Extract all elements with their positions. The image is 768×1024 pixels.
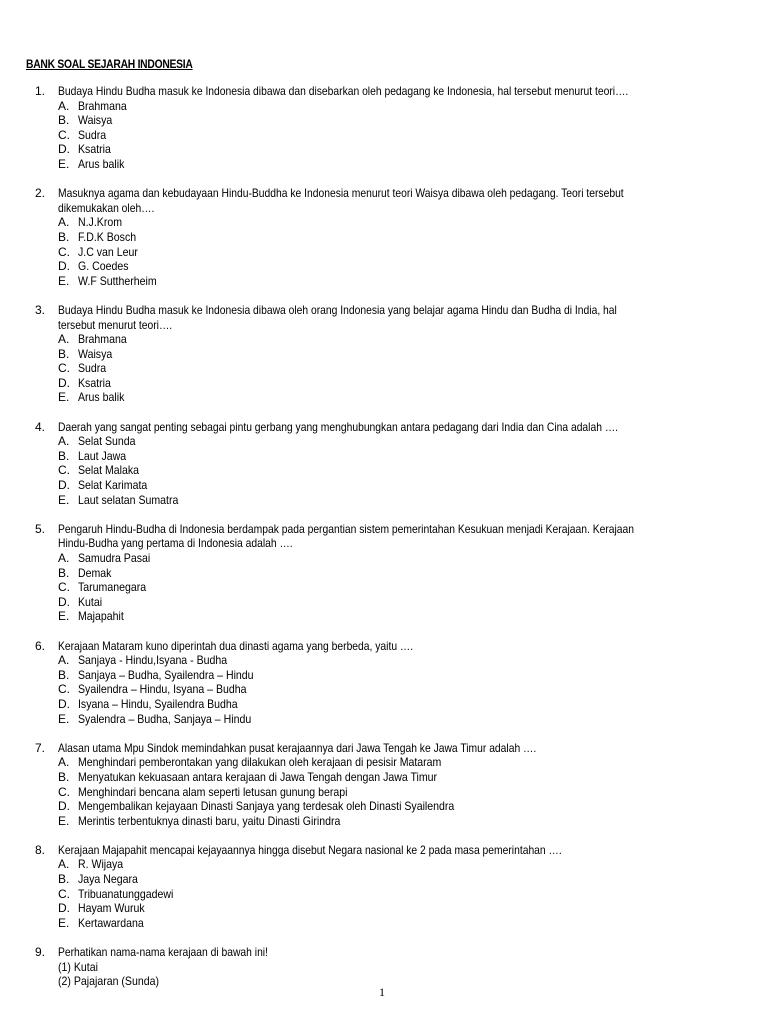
option-text: N.J.Krom <box>78 215 123 230</box>
question-text <box>58 843 712 858</box>
option-letter: A. <box>58 551 70 565</box>
question-stem <box>0 420 768 435</box>
option-letter: A. <box>58 653 70 668</box>
option-letter: B. <box>58 565 70 580</box>
option-text: Syailendra – Hindu, Isyana – Budha <box>78 682 247 697</box>
option-letter: C. <box>58 463 70 478</box>
answer-option <box>0 215 768 230</box>
option-text: W.F Suttherheim <box>78 273 157 288</box>
question-number: 6. <box>35 638 46 653</box>
option-letter: B. <box>58 769 70 784</box>
option-letter: D. <box>58 594 70 609</box>
option-text: Laut selatan Sumatra <box>78 492 179 507</box>
question-number: 3. <box>35 302 46 317</box>
option-text: Menyatukan kekuasaan antara kerajaan di Jawa Tengah dengan Jawa Timur <box>78 769 438 784</box>
option-letter: B. <box>58 229 70 244</box>
option-text: G. Coedes <box>78 259 129 274</box>
option-text: Merintis terbentuknya dinasti baru, yaitu Dinasti Girindra <box>78 813 341 828</box>
question-text-line: Hindu-Budha yang pertama di Indonesia adalah …. <box>58 536 293 551</box>
option-text: Hayam Wuruk <box>78 901 145 916</box>
answer-option <box>0 682 768 697</box>
answer-option <box>0 434 768 449</box>
answer-option <box>0 901 768 916</box>
option-letter: A. <box>58 755 70 770</box>
question-text-line: Pengaruh Hindu-Budha di Indonesia berdampak pada pergantian sistem pemerintahan Kesukuan menjadi Kerajaan. Kerajaan <box>58 521 635 536</box>
answer-option <box>0 609 768 624</box>
option-text: Arus balik <box>78 156 125 171</box>
answer-option <box>0 99 768 114</box>
option-letter: C. <box>58 580 70 595</box>
question-text-line: Budaya Hindu Budha masuk ke Indonesia dibawa oleh orang Indonesia yang belajar agama Hindu dan Budha di India, hal <box>58 302 617 317</box>
question-text-line: Kerajaan Majapahit mencapai kejayaannya hingga disebut Negara nasional ke 2 pada masa pemerintahan …. <box>58 842 562 857</box>
question-text <box>58 84 712 99</box>
question-3 <box>0 303 768 405</box>
option-text: F.D.K Bosch <box>78 229 137 244</box>
option-letter: C. <box>58 886 70 901</box>
option-text: Sudra <box>78 361 107 376</box>
option-text: Tarumanegara <box>78 580 147 595</box>
answer-option <box>0 799 768 814</box>
answer-option <box>0 872 768 887</box>
question-text-line: Alasan utama Mpu Sindok memindahkan pusat kerajaannya dari Jawa Tengah ke Jawa Timur adalah …. <box>58 740 537 755</box>
question-number: 2. <box>35 186 46 201</box>
option-text: Selat Karimata <box>78 478 148 493</box>
option-letter: C. <box>58 361 70 376</box>
answer-option <box>0 347 768 362</box>
option-letter: A. <box>58 215 70 230</box>
question-text <box>58 522 712 551</box>
question-text <box>58 945 712 960</box>
answer-option <box>0 668 768 683</box>
option-letter: A. <box>58 857 70 872</box>
question-number: 1. <box>35 84 46 98</box>
option-text: Menghindari pemberontakan yang dilakukan oleh kerajaan di pesisir Mataram <box>78 755 442 770</box>
option-letter: C. <box>58 244 70 259</box>
answer-option <box>0 390 768 405</box>
question-stem <box>0 522 768 551</box>
question-4 <box>0 420 768 508</box>
question-number: 5. <box>35 521 46 536</box>
question-text-line: Daerah yang sangat penting sebagai pintu gerbang yang menghubungkan antara pedagang dari India dan Cina adalah …. <box>58 419 619 434</box>
question-number: 9. <box>35 945 46 960</box>
question-text <box>58 639 712 654</box>
question-5 <box>0 522 768 624</box>
answer-option <box>0 128 768 143</box>
question-number: 7. <box>35 740 46 755</box>
answer-option <box>0 493 768 508</box>
option-text: J.C van Leur <box>78 244 138 259</box>
option-text: Majapahit <box>78 609 124 624</box>
option-letter: A. <box>58 434 70 449</box>
option-letter: B. <box>58 113 70 128</box>
question-sub-item <box>0 960 768 975</box>
question-text-line: Kerajaan Mataram kuno diperintah dua dinasti agama yang berbeda, yaitu …. <box>58 638 414 653</box>
answer-option <box>0 361 768 376</box>
option-text: Sudra <box>78 127 107 142</box>
answer-option <box>0 887 768 902</box>
option-text: Kutai <box>78 594 103 609</box>
answer-option <box>0 332 768 347</box>
question-text-line: tersebut menurut teori…. <box>58 317 173 332</box>
question-stem <box>0 741 768 756</box>
option-text: Jaya Negara <box>78 872 138 887</box>
option-letter: D. <box>58 478 70 493</box>
answer-option <box>0 580 768 595</box>
answer-option <box>0 259 768 274</box>
answer-option <box>0 857 768 872</box>
option-letter: E. <box>58 813 70 828</box>
option-letter: D. <box>58 142 70 157</box>
option-letter: D. <box>58 259 70 274</box>
option-text: Waisya <box>78 113 113 128</box>
question-1 <box>0 84 768 172</box>
document-title: BANK SOAL SEJARAH INDONESIA <box>26 57 193 71</box>
option-text: Kertawardana <box>78 915 144 930</box>
answer-option <box>0 595 768 610</box>
option-text: R. Wijaya <box>78 857 124 872</box>
option-text: Laut Jawa <box>78 448 127 463</box>
question-stem <box>0 186 768 215</box>
question-stem <box>0 84 768 99</box>
option-letter: E. <box>58 711 70 726</box>
answer-option <box>0 814 768 829</box>
question-text-line: dikemukakan oleh…. <box>58 200 155 215</box>
answer-option <box>0 785 768 800</box>
option-letter: B. <box>58 667 70 682</box>
option-letter: B. <box>58 346 70 361</box>
answer-option <box>0 230 768 245</box>
option-letter: A. <box>58 332 70 347</box>
question-8 <box>0 843 768 931</box>
answer-option <box>0 551 768 566</box>
option-letter: C. <box>58 784 70 799</box>
question-stem <box>0 639 768 654</box>
question-text <box>58 741 712 756</box>
question-number: 8. <box>35 842 46 857</box>
option-text: Mengembalikan kejayaan Dinasti Sanjaya yang terdesak oleh Dinasti Syailendra <box>78 799 455 814</box>
answer-option <box>0 697 768 712</box>
question-7 <box>0 741 768 829</box>
option-letter: D. <box>58 375 70 390</box>
option-text: Selat Sunda <box>78 434 136 449</box>
answer-option <box>0 113 768 128</box>
option-letter: E. <box>58 390 70 405</box>
option-text: Arus balik <box>78 390 125 405</box>
sub-item-text: (2) Pajajaran (Sunda) <box>58 974 159 989</box>
option-letter: D. <box>58 696 70 711</box>
question-text <box>58 186 712 215</box>
option-text: Samudra Pasai <box>78 551 151 565</box>
answer-option <box>0 566 768 581</box>
answer-option <box>0 478 768 493</box>
answer-option <box>0 274 768 289</box>
option-letter: C. <box>58 127 70 142</box>
option-text: Isyana – Hindu, Syailendra Budha <box>78 696 238 711</box>
option-text: Brahmana <box>78 332 127 347</box>
page-number: 1 <box>379 985 385 999</box>
answer-option <box>0 463 768 478</box>
question-stem <box>0 303 768 332</box>
option-letter: E. <box>58 492 70 507</box>
question-text-line: Masuknya agama dan kebudayaan Hindu-Buddha ke Indonesia menurut teori Waisya dibawa oleh pedagang. Teori tersebut <box>58 186 624 201</box>
question-number: 4. <box>35 419 46 434</box>
question-list <box>0 84 768 1003</box>
option-text: Syalendra – Budha, Sanjaya – Hindu <box>78 711 252 726</box>
option-text: Ksatria <box>78 142 111 157</box>
option-text: Selat Malaka <box>78 463 140 478</box>
answer-option <box>0 770 768 785</box>
question-9 <box>0 945 768 989</box>
option-letter: E. <box>58 609 70 624</box>
answer-option <box>0 245 768 260</box>
answer-option <box>0 376 768 391</box>
option-letter: E. <box>58 156 70 171</box>
option-letter: E. <box>58 273 70 288</box>
answer-option <box>0 712 768 727</box>
answer-option <box>0 916 768 931</box>
option-letter: C. <box>58 682 70 697</box>
option-text: Menghindari bencana alam seperti letusan gunung berapi <box>78 784 348 799</box>
option-text: Brahmana <box>78 98 127 113</box>
answer-option <box>0 157 768 172</box>
question-text <box>58 303 712 332</box>
answer-option <box>0 653 768 668</box>
option-text: Sanjaya - Hindu,Isyana - Budha <box>78 653 228 668</box>
option-text: Ksatria <box>78 375 111 390</box>
option-letter: B. <box>58 872 70 887</box>
answer-option <box>0 449 768 464</box>
option-text: Demak <box>78 565 112 580</box>
question-6 <box>0 639 768 727</box>
option-text: Sanjaya – Budha, Syailendra – Hindu <box>78 667 254 682</box>
question-stem <box>0 945 768 960</box>
question-text <box>58 420 712 435</box>
option-letter: D. <box>58 901 70 916</box>
option-text: Waisya <box>78 346 113 361</box>
option-letter: E. <box>58 915 70 930</box>
question-text-line: Perhatikan nama-nama kerajaan di bawah ini! <box>58 945 268 960</box>
option-letter: B. <box>58 448 70 463</box>
question-stem <box>0 843 768 858</box>
option-text: Tribuanatunggadewi <box>78 886 174 901</box>
sub-item-text: (1) Kutai <box>58 959 98 974</box>
question-text-line: Budaya Hindu Budha masuk ke Indonesia dibawa dan disebarkan oleh pedagang ke Indonesia, hal tersebut menurut teori…. <box>58 84 629 98</box>
answer-option <box>0 142 768 157</box>
answer-option <box>0 755 768 770</box>
question-2 <box>0 186 768 288</box>
option-letter: A. <box>58 98 70 113</box>
option-letter: D. <box>58 799 70 814</box>
